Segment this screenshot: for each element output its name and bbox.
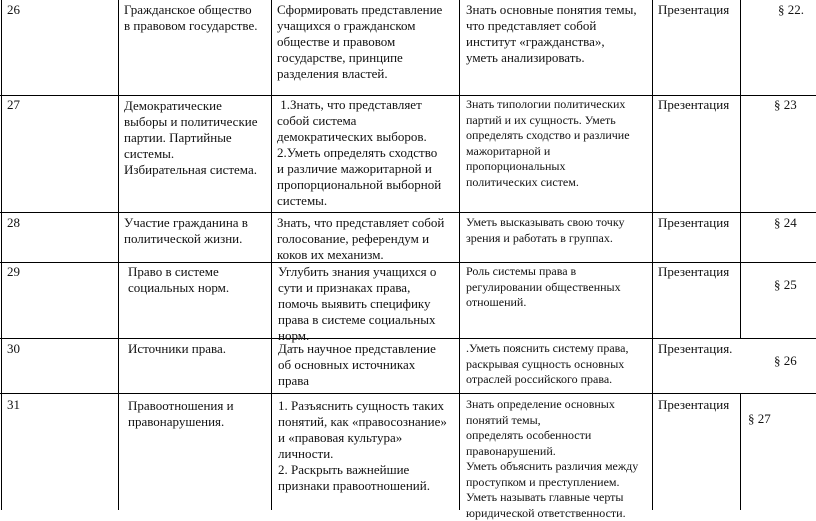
lesson-form: Презентация	[658, 97, 730, 112]
lesson-form: Презентация	[658, 397, 730, 412]
lesson-number: 28	[7, 215, 20, 230]
lesson-skills: Роль системы права в регулировании общественных отношений.	[466, 264, 621, 309]
lesson-topic: Участие гражданина в политической жизни.	[124, 215, 248, 246]
lesson-number: 31	[7, 397, 20, 412]
lesson-skills: Знать типологии политических партий и их сущность. Уметь определять сходство и различие мажоритарной и пропорциональных политических систем.	[466, 97, 630, 189]
lesson-number: 29	[7, 264, 20, 279]
lesson-topic: Правоотношения и правонарушения.	[128, 398, 234, 429]
lesson-skills: .Уметь пояснить систему права, раскрывая сущность основных отраслей российского права.	[466, 341, 629, 386]
lesson-form: Презентация	[658, 264, 730, 279]
table-row	[0, 262, 816, 343]
lesson-form: Презентация	[658, 215, 730, 230]
lesson-paragraph: § 22.	[778, 2, 804, 17]
lesson-paragraph: § 24	[774, 215, 797, 230]
lesson-skills: Знать определение основных понятий темы, определять особенности правонарушений. Уметь объяснить различия между проступком и преступлением. Уметь называть главные черты юридической ответственности.	[466, 397, 639, 520]
lesson-paragraph: § 23	[774, 97, 797, 112]
table-row	[0, 393, 816, 520]
lesson-paragraph: § 26	[774, 353, 797, 368]
lesson-skills: Знать основные понятия темы, что представляет собой институт «гражданства», уметь анализировать.	[466, 2, 637, 65]
lesson-goal: 1. Разъяснить сущность таких понятий, как «правосознание» и «правовая культура» личности. 2. Раскрыть важнейшие признаки правоотношений.	[278, 398, 447, 493]
lesson-topic: Гражданское общество в правовом государстве.	[124, 2, 258, 33]
lesson-number: 27	[7, 97, 20, 112]
lesson-goal: Сформировать представление учащихся о гражданском обществе и правовом государстве, принципе разделения властей.	[277, 2, 443, 81]
lesson-paragraph: § 27	[748, 411, 771, 426]
lesson-topic: Право в системе социальных норм.	[128, 264, 230, 295]
lesson-goal: Знать, что представляет собой голосование, референдум и коков их механизм.	[277, 215, 445, 262]
lesson-goal: 1.Знать, что представляет собой система демократических выборов. 2.Уметь определять сходство и различие мажоритарной и пропорциональной выборной системы.	[277, 97, 442, 208]
table-row	[0, 0, 816, 95]
lesson-number: 26	[7, 2, 20, 17]
lesson-form: Презентация.	[658, 341, 733, 356]
lesson-number: 30	[7, 341, 20, 356]
lesson-goal: Углубить знания учащихся о сути и признаках права, помочь выявить специфику права в системе социальных норм.	[278, 264, 437, 343]
lesson-paragraph: § 25	[774, 277, 797, 292]
table-row	[0, 212, 816, 262]
lesson-form: Презентация	[658, 2, 730, 17]
lesson-topic: Демократические выборы и политические партии. Партийные системы. Избирательная система.	[124, 98, 258, 177]
lesson-goal: Дать научное представление об основных источниках права	[278, 341, 436, 388]
table-row	[0, 338, 816, 393]
table-row	[0, 95, 816, 212]
lesson-skills: Уметь высказывать свою точку зрения и работать в группах.	[466, 215, 625, 245]
lesson-topic: Источники права.	[128, 341, 227, 356]
